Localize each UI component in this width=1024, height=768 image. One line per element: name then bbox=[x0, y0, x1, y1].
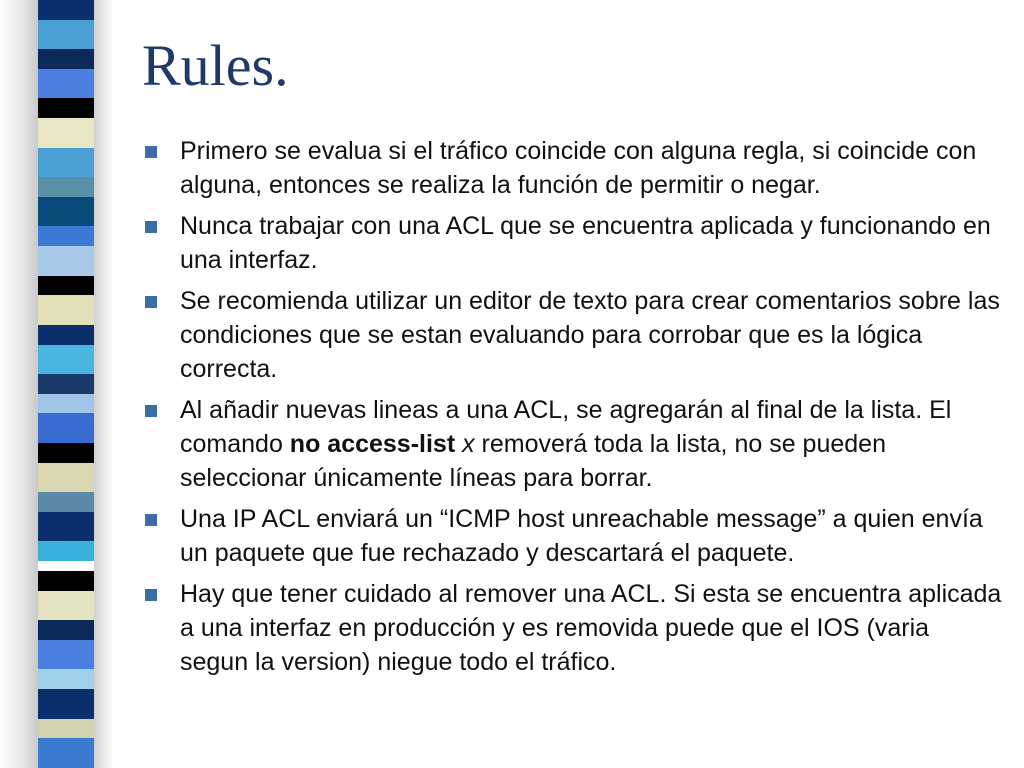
stripe-segment bbox=[38, 719, 94, 739]
stripe-segment bbox=[38, 246, 94, 276]
bullet-text-part: removerá toda la lista, no se pueden seleccionar únicamente líneas para borrar. bbox=[180, 430, 886, 492]
stripe-segment bbox=[38, 118, 94, 148]
stripe-segment bbox=[38, 69, 94, 99]
square-bullet-icon bbox=[145, 296, 157, 308]
stripe-segment bbox=[38, 571, 94, 591]
bullet-text-part: Primero se evalua si el tráfico coincide con alguna regla, si coincide con alguna, entonces se realiza la función de permitir o negar. bbox=[180, 137, 977, 199]
bullet-text-part: Una IP ACL enviará un “ICMP host unreachable message” a quien envía un paquete que fue rechazado y descartará el paquete. bbox=[180, 505, 983, 567]
square-bullet-icon bbox=[145, 405, 157, 417]
stripe-segment bbox=[38, 689, 94, 719]
stripe-segment bbox=[38, 295, 94, 325]
stripe-segment bbox=[38, 0, 94, 20]
stripe-segment bbox=[38, 512, 94, 542]
stripe-segment bbox=[38, 276, 94, 296]
bullet-text bbox=[180, 396, 951, 492]
square-bullet-icon bbox=[145, 514, 157, 526]
decorative-stripe-bar bbox=[38, 0, 94, 768]
bullet-list bbox=[142, 134, 1002, 686]
stripe-segment bbox=[38, 561, 94, 571]
bullet-item bbox=[142, 577, 1002, 679]
bullet-text bbox=[180, 287, 1000, 383]
stripe-segment bbox=[38, 177, 94, 197]
stripe-segment bbox=[38, 492, 94, 512]
stripe-segment bbox=[38, 443, 94, 463]
bullet-text bbox=[180, 212, 991, 274]
stripe-segment bbox=[38, 148, 94, 178]
bullet-text bbox=[180, 505, 983, 567]
stripe-segment bbox=[38, 640, 94, 670]
bullet-text-part: x bbox=[462, 430, 475, 458]
stripe-segment bbox=[38, 49, 94, 69]
stripe-segment bbox=[38, 98, 94, 118]
bullet-text-part: Hay que tener cuidado al remover una ACL. Si esta se encuentra aplicada a una interfaz en producción y es removida puede que el IOS (varia segun la version) niegue todo el tráfico. bbox=[180, 580, 1002, 676]
bullet-item bbox=[142, 134, 1002, 202]
bullet-item bbox=[142, 209, 1002, 277]
stripe-segment bbox=[38, 394, 94, 414]
square-bullet-icon bbox=[145, 146, 157, 158]
stripe-segment bbox=[38, 374, 94, 394]
bullet-item bbox=[142, 502, 1002, 570]
stripe-segment bbox=[38, 620, 94, 640]
bullet-text-part: Se recomienda utilizar un editor de texto para crear comentarios sobre las condiciones que se estan evaluando para corrobar que es la lógica correcta. bbox=[180, 287, 1000, 383]
square-bullet-icon bbox=[145, 589, 157, 601]
stripe-shadow-decoration bbox=[94, 0, 114, 768]
stripe-segment bbox=[38, 413, 94, 443]
stripe-segment bbox=[38, 226, 94, 246]
bullet-text-part: no access-list bbox=[289, 430, 456, 458]
bullet-text bbox=[180, 580, 1001, 676]
left-shadow-decoration bbox=[0, 0, 38, 768]
stripe-segment bbox=[38, 325, 94, 345]
stripe-segment bbox=[38, 197, 94, 227]
bullet-item bbox=[142, 284, 1002, 386]
stripe-segment bbox=[38, 591, 94, 621]
bullet-text-part: Nunca trabajar con una ACL que se encuentra aplicada y funcionando en una interfaz. bbox=[180, 212, 991, 274]
stripe-segment bbox=[38, 669, 94, 689]
slide-title: Rules. bbox=[142, 33, 289, 98]
stripe-segment bbox=[38, 738, 94, 768]
square-bullet-icon bbox=[145, 221, 157, 233]
bullet-text bbox=[180, 137, 976, 199]
stripe-segment bbox=[38, 463, 94, 493]
stripe-segment bbox=[38, 541, 94, 561]
bullet-text-part: Al añadir nuevas lineas a una ACL, se agregarán al final de la lista. El comando bbox=[180, 396, 952, 458]
bullet-item bbox=[142, 393, 1002, 495]
stripe-segment bbox=[38, 20, 94, 50]
stripe-segment bbox=[38, 345, 94, 375]
